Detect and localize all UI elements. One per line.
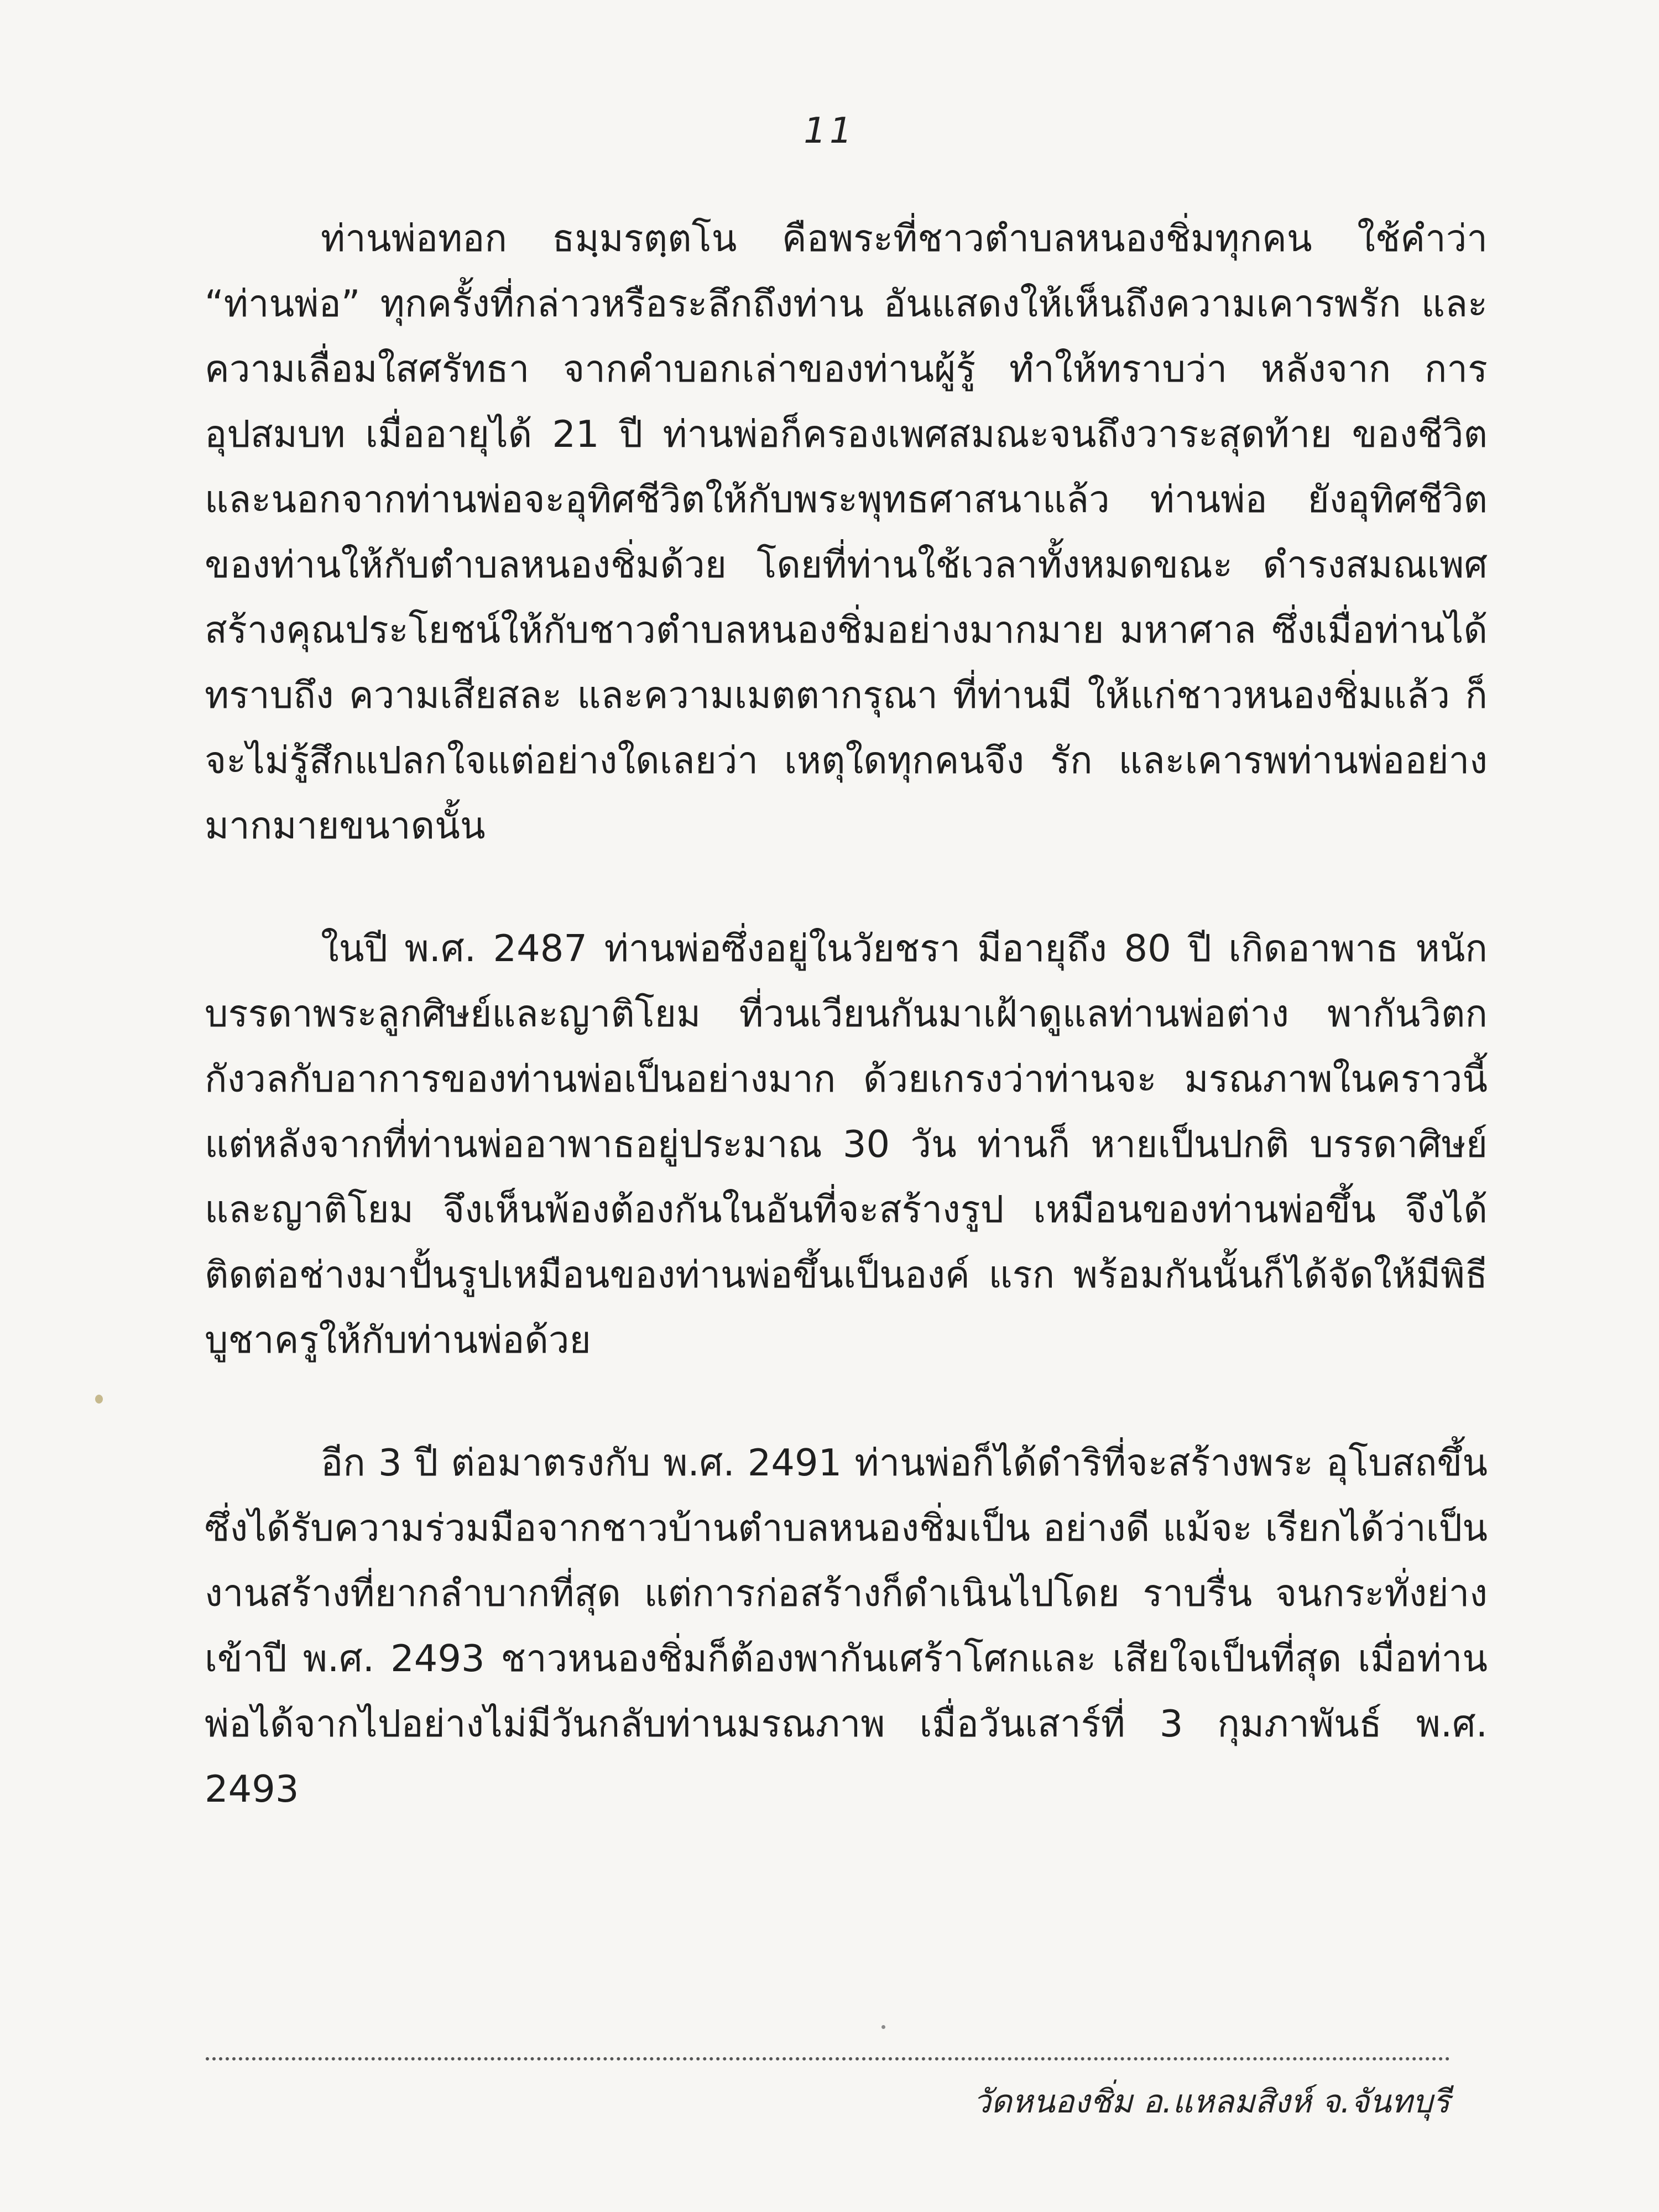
page-number: 11 — [804, 111, 855, 152]
paper-speck — [881, 2025, 885, 2029]
footer-temple-name: วัดหนองชิ่ม อ.แหลมสิงห์ จ.จันทบุรี — [973, 2083, 1450, 2120]
paragraph-1: ท่านพ่อทอก ธมฺมรตฺตโน คือพระที่ชาวตำบลหนองชิ่มทุกคน ใช้คำว่า “ท่านพ่อ” ทุกครั้งที่กล่าวหรือระลึกถึงท่าน อันแสดงให้เห็นถึงความเคารพรัก และความเลื่อมใสศรัทธา จากคำบอกเล่าของท่านผู้รู้ ทำให้ทราบว่า หลังจาก การอุปสมบท เมื่ออายุได้ 21 ปี ท่านพ่อก็ครองเพศสมณะจนถึงวาระสุดท้าย ของชีวิต และนอกจากท่านพ่อจะอุทิศชีวิตให้กับพระพุทธศาสนาแล้ว ท่านพ่อ ยังอุทิศชีวิตของท่านให้กับตำบลหนองชิ่มด้วย โดยที่ท่านใช้เวลาทั้งหมดขณะ ดำรงสมณเพศ สร้างคุณประโยชน์ให้กับชาวตำบลหนองชิ่มอย่างมากมาย มหาศาล ซึ่งเมื่อท่านได้ทราบถึง ความเสียสละ และความเมตตากรุณา ที่ท่านมี ให้แก่ชาวหนองชิ่มแล้ว ก็จะไม่รู้สึกแปลกใจแต่อย่างใดเลยว่า เหตุใดทุกคนจึง รัก และเคารพท่านพ่ออย่างมากมายขนาดนั้น — [205, 217, 1488, 847]
paragraph-3: อีก 3 ปี ต่อมาตรงกับ พ.ศ. 2491 ท่านพ่อก็ได้ดำริที่จะสร้างพระ อุโบสถขึ้น ซึ่งได้รับความร่วมมือจากชาวบ้านตำบลหนองชิ่มเป็น อย่างดี แม้จะ เรียกได้ว่าเป็นงานสร้างที่ยากลำบากที่สุด แต่การก่อสร้างก็ดำเนินไปโดย ราบรื่น จนกระทั่งย่างเข้าปี พ.ศ. 2493 ชาวหนองชิ่มก็ต้องพากันเศร้าโศกและ เสียใจเป็นที่สุด เมื่อท่านพ่อได้จากไปอย่างไม่มีวันกลับท่านมรณภาพ เมื่อวันเสาร์ที่ 3 กุมภาพันธ์ พ.ศ. 2493 — [205, 1441, 1488, 1811]
body-text — [205, 206, 1488, 1822]
paper-speck — [95, 1395, 103, 1404]
paragraph-2: ในปี พ.ศ. 2487 ท่านพ่อซึ่งอยู่ในวัยชรา มีอายุถึง 80 ปี เกิดอาพาธ หนัก บรรดาพระลูกศิษย์และญาติโยม ที่วนเวียนกันมาเฝ้าดูแลท่านพ่อต่าง พากันวิตกกังวลกับอาการของท่านพ่อเป็นอย่างมาก ด้วยเกรงว่าท่านจะ มรณภาพในคราวนี้ แต่หลังจากที่ท่านพ่ออาพาธอยู่ประมาณ 30 วัน ท่านก็ หายเป็นปกติ บรรดาศิษย์และญาติโยม จึงเห็นพ้องต้องกันในอันที่จะสร้างรูป เหมือนของท่านพ่อขึ้น จึงได้ติดต่อช่างมาปั้นรูปเหมือนของท่านพ่อขึ้นเป็นองค์ แรก พร้อมกันนั้นก็ได้จัดให้มีพิธีบูชาครูให้กับท่านพ่อด้วย — [205, 927, 1488, 1361]
footer-dotted-rule — [206, 2057, 1450, 2060]
